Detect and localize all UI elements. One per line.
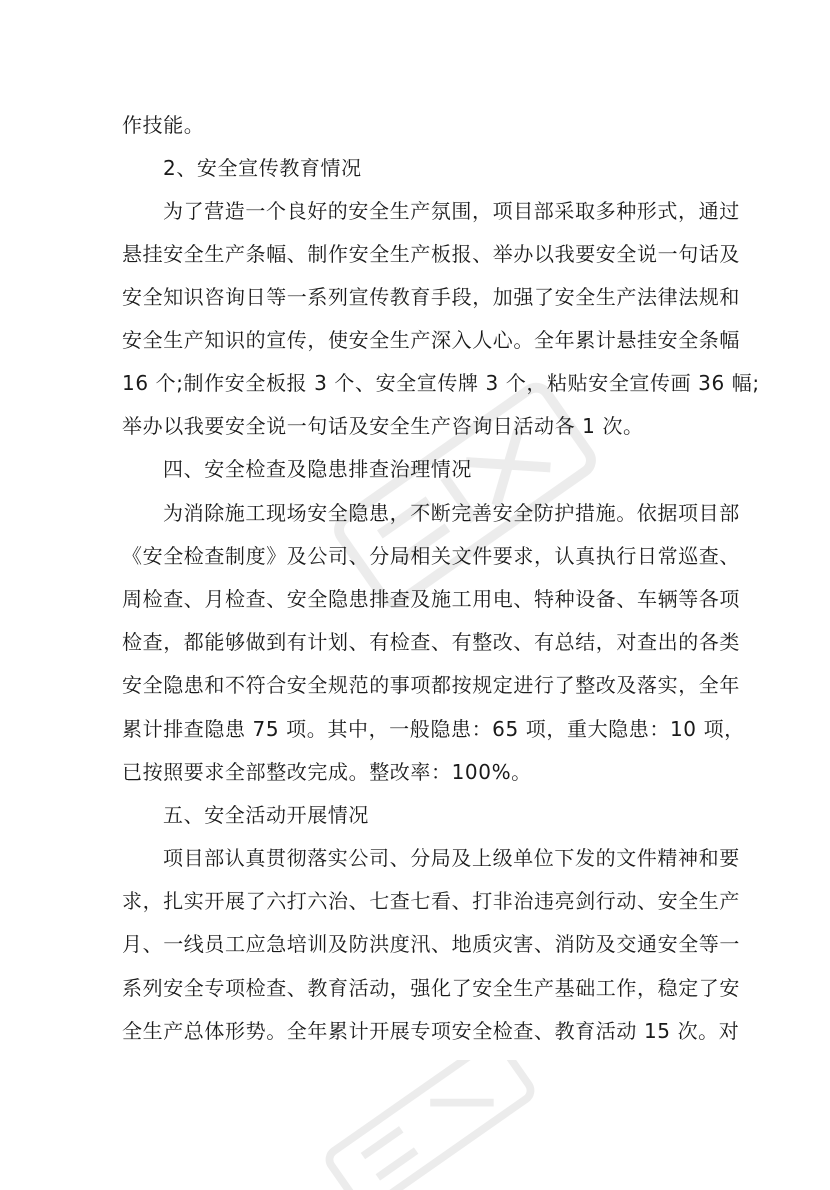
paragraph-line: 安全知识咨询日等一系列宣传教育手段，加强了安全生产法律法规和: [122, 285, 740, 309]
section-heading: 2、安全宣传教育情况: [163, 156, 362, 180]
paragraph-line: 作技能。: [122, 113, 205, 137]
paragraph-line: 安全隐患和不符合安全规范的事项都按规定进行了整改及落实，全年: [122, 673, 740, 697]
paragraph-line: 项目部认真贯彻落实公司、分局及上级单位下发的文件精神和要: [163, 846, 740, 870]
paragraph-line: 悬挂安全生产条幅、制作安全生产板报、举办以我要安全说一句话及: [122, 242, 740, 266]
paragraph-line: 检查，都能够做到有计划、有检查、有整改、有总结，对查出的各类: [122, 630, 740, 654]
paragraph-line: 16 个;制作安全板报 3 个、安全宣传牌 3 个，粘贴安全宣传画 36 幅;: [122, 371, 760, 395]
paragraph-line: 系列安全专项检查、教育活动，强化了安全生产基础工作，稳定了安: [122, 976, 740, 1000]
paragraph-line: 《安全检查制度》及公司、分局相关文件要求，认真执行日常巡查、: [122, 544, 740, 568]
paragraph-line: 求，扎实开展了六打六治、七查七看、打非治违亮剑行动、安全生产: [122, 889, 740, 913]
paragraph-line: 月、一线员工应急培训及防洪度汛、地质灾害、消防及交通安全等一: [122, 932, 740, 956]
paragraph-line: 全生产总体形势。全年累计开展专项安全检查、教育活动 15 次。对: [122, 1019, 740, 1043]
watermark-stamp-icon: [300, 1060, 560, 1190]
paragraph-line: 为消除施工现场安全隐患，不断完善安全防护措施。依据项目部: [163, 501, 740, 525]
section-heading: 五、安全活动开展情况: [163, 803, 369, 827]
paragraph-line: 周检查、月检查、安全隐患排查及施工用电、特种设备、车辆等各项: [122, 587, 740, 611]
paragraph-line: 安全生产知识的宣传，使安全生产深入人心。全年累计悬挂安全条幅: [122, 328, 740, 352]
paragraph-line: 已按照要求全部整改完成。整改率：100%。: [122, 760, 532, 784]
section-heading: 四、安全检查及隐患排查治理情况: [163, 457, 472, 481]
paragraph-line: 举办以我要安全说一句话及安全生产咨询日活动各 1 次。: [122, 414, 644, 438]
paragraph-line: 为了营造一个良好的安全生产氛围，项目部采取多种形式，通过: [163, 199, 740, 223]
paragraph-line: 累计排查隐患 75 项。其中，一般隐患：65 项，重大隐患：10 项，: [122, 717, 745, 741]
